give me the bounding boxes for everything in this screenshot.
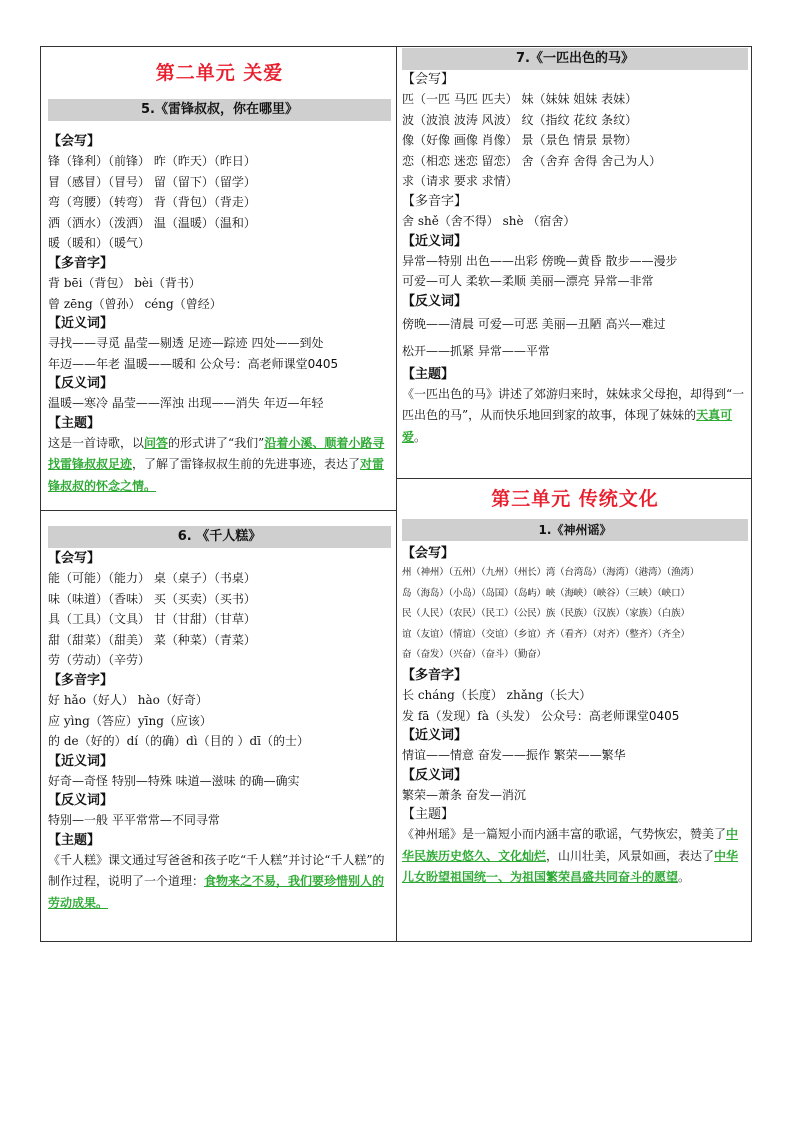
- lesson6-polyphone-3: 的 de（好的）dí（的确）dì（目的 ）dī（的士）: [48, 734, 309, 749]
- lesson7-antonym-line-2: 松开——抓紧 异常——平常: [402, 343, 550, 358]
- lesson5-write-heading: 【会写】: [48, 134, 101, 149]
- theme-text-part: 《千人糕》课文通过写爸爸和孩子吃“千人糕”并讨论“千人糕”的制作过程，说明了一个道理：: [48, 852, 385, 889]
- lesson6-write-line-2: 味（味道）（香味） 买（买卖）（买书）: [48, 591, 256, 606]
- lesson7-write-line-5: 求（请求 要求 求情）: [402, 174, 518, 189]
- lesson5-synonym-line-2: [48, 354, 391, 375]
- lesson1-write-line-2: 岛（海岛）（小岛）（岛国）（岛屿）峡（海峡）（峡谷）（三峡）（峡口）: [402, 587, 690, 599]
- lesson5-antonym-heading: 【反义词】: [48, 376, 114, 392]
- lesson1-synonym-heading: 【近义词】: [402, 728, 468, 744]
- lesson6-polyphone-1: 好 hǎo（好人） hào（好奇）: [48, 692, 208, 707]
- lesson7-theme-heading: 【主题】: [402, 366, 455, 382]
- lesson6-write-heading: 【会写】: [48, 551, 101, 566]
- lesson6-synonym-line: 好奇—奇怪 特别—特殊 味道—滋味 的确—确实: [48, 773, 300, 788]
- lesson5-polyphone-2: 曾 zēng（曾孙） céng（曾经）: [48, 296, 222, 311]
- theme-text-part: ，山川壮美，风景如画，表达了: [546, 848, 715, 863]
- highlight-text: 食物来之不易，我们要珍惜别人的劳动成果。: [48, 874, 385, 910]
- lesson1-antonym-line: 繁荣—萧条 奋发—消沉: [402, 787, 526, 802]
- lesson1-polyphone-text: 发 fā（发现）fà（头发）: [402, 708, 541, 723]
- highlight-text: 问答: [144, 435, 169, 450]
- lesson6-section: [48, 526, 391, 914]
- left-section-divider: [40, 510, 397, 511]
- lesson1-antonym-heading: 【反义词】: [402, 767, 468, 783]
- lesson1-write-line-4: 谊（友谊）（情谊）（交谊）（乡谊）齐（看齐）（对齐）（整齐）（齐全）: [402, 628, 690, 640]
- lesson7-polyphone: 舍 shě（舍不得） shè （宿舍）: [402, 213, 576, 228]
- official-account-note: 公众号：高老师课堂0405: [199, 356, 339, 371]
- lesson1-write-line-5: 奋（奋发）（兴奋）（奋斗）（勤奋）: [402, 649, 546, 661]
- lesson1-section: [402, 482, 748, 889]
- lesson6-synonym-heading: 【近义词】: [48, 753, 114, 769]
- lesson6-polyphone-2: 应 yìng（答应）yīng（应该）: [48, 713, 212, 728]
- theme-text-part: ，了解了雷锋叔叔生前的先进事迹，表达了: [132, 457, 361, 472]
- lesson1-polyphone-1: 长 cháng（长度） zhǎng（长大）: [402, 687, 592, 702]
- lesson5-antonym-line: 温暖—寒冷 晶莹——浑浊 出现——消失 年迈—年轻: [48, 396, 324, 411]
- lesson7-synonym-heading: 【近义词】: [402, 233, 468, 249]
- lesson5-write-line-5: 暖（暖和）（暖气）: [48, 236, 151, 251]
- lesson6-antonym-line: 特别—一般 平平常常—不同寻常: [48, 813, 220, 828]
- highlight-text: 沿着小溪、顺着小路寻找雷锋叔叔足迹: [48, 435, 385, 472]
- lesson7-antonym-line-1: 傍晚——清晨 可爱—可恶 美丽—丑陋 高兴—难过: [402, 316, 666, 331]
- lesson6-antonym-heading: 【反义词】: [48, 793, 114, 809]
- lesson7-write-line-3: 像（好像 画像 肖像） 景（景色 情景 景物）: [402, 133, 638, 148]
- lesson1-polyphone-heading: 【多音字】: [402, 667, 468, 683]
- highlight-text: 中华民族历史悠久、文化灿烂: [402, 827, 739, 863]
- lesson1-synonym-line: 情谊——情意 奋发——振作 繁荣——繁华: [402, 748, 626, 763]
- lesson7-section: [402, 48, 748, 448]
- theme-text-part: 。: [678, 870, 691, 885]
- lesson6-write-line-4: 甜（甜菜）（甜美） 菜（种菜）（青菜）: [48, 632, 256, 647]
- lesson5-write-line-3: 弯（弯腰）（转弯） 背（背包）（背走）: [48, 195, 256, 210]
- lesson6-theme-heading: 【主题】: [48, 832, 101, 848]
- lesson5-title: 5.《雷锋叔叔，你在哪里》: [48, 99, 391, 121]
- lesson7-synonym-line-2: 可爱—可人 柔软—柔顺 美丽—漂亮 异常—非常: [402, 274, 654, 289]
- lesson5-synonym-line-1: 寻找——寻觅 晶莹—剔透 足迹—踪迹 四处——到处: [48, 336, 324, 351]
- theme-text-part: 这是一首诗歌，以: [48, 435, 145, 450]
- theme-text-part: 《神州瑶》是一篇短小而内涵丰富的歌谣，气势恢宏，赞美了: [402, 827, 727, 842]
- theme-text-part: 《一匹出色的马》讲述了郊游归来时，妹妹求父母抱，却得到“一匹出色的马”，从而快乐地回到家的故事，体现了妹妹的: [402, 386, 745, 423]
- lesson5-polyphone-heading: 【多音字】: [48, 255, 114, 271]
- theme-text-part: 的形式讲了“我们”: [168, 435, 265, 450]
- lesson5-synonym-heading: 【近义词】: [48, 316, 114, 332]
- lesson7-synonym-line-1: 异常—特别 出色——出彩 傍晚—黄昏 散步——漫步: [402, 253, 678, 268]
- lesson6-theme-text: [48, 850, 391, 915]
- lesson7-write-line-1: 匹（一匹 马匹 匹夫） 妹（妹妹 姐妹 表妹）: [402, 92, 638, 106]
- lesson7-theme-text: [402, 384, 748, 449]
- lesson1-polyphone-2: [402, 706, 748, 727]
- lesson7-polyphone-heading: 【多音字】: [402, 193, 468, 209]
- lesson7-title: 7.《一匹出色的马》: [402, 48, 748, 70]
- lesson5-write-line-2: 冒（感冒）（冒号） 留（留下）（留学）: [48, 174, 256, 189]
- column-divider: [396, 46, 397, 942]
- official-account-note: 公众号：高老师课堂0405: [540, 708, 680, 723]
- lesson6-write-line-3: 具（工具）（文具） 甘（甘甜）（甘草）: [48, 612, 256, 627]
- lesson5-polyphone-1: 背 bēi（背包） bèi（背书）: [48, 275, 201, 290]
- highlight-text: 中华儿女盼望祖国统一、为祖国繁荣昌盛共同奋斗的愿望: [402, 848, 739, 885]
- lesson5-write-line-1: 锋（锋利）（前锋） 昨（昨天）（昨日）: [48, 154, 256, 168]
- lesson7-write-heading: 【会写】: [402, 72, 455, 87]
- lesson1-write-line-1: 州（神州）（五州）（九州）（州长）湾（台湾岛）（海湾）（港湾）（渔湾）: [402, 567, 700, 578]
- lesson6-polyphone-heading: 【多音字】: [48, 672, 114, 688]
- lesson1-title: 1.《神州谣》: [402, 519, 748, 541]
- lesson5-synonym-text: 年迈——年老 温暖——暖和: [48, 356, 200, 371]
- theme-text-part: 。: [414, 429, 427, 444]
- unit3-title: 第三单元 传统文化: [491, 488, 659, 510]
- lesson1-theme-heading: 【主题】: [402, 807, 455, 823]
- lesson5-theme-text: [48, 433, 391, 498]
- lesson5-write-line-4: 洒（洒水）（泼洒） 温（温暖）（温和）: [48, 215, 256, 230]
- unit2-title: 第二单元 关爱: [155, 62, 284, 84]
- lesson6-write-line-5: 劳（劳动）（辛劳）: [48, 653, 151, 668]
- lesson7-write-line-4: 恋（相恋 迷恋 留恋） 舍（舍弃 舍得 舍己为人）: [402, 153, 662, 168]
- right-section-divider: [397, 478, 752, 479]
- lesson5-section: [48, 56, 391, 497]
- lesson7-antonym-heading: 【反义词】: [402, 293, 468, 309]
- lesson6-title: 6. 《千人糕》: [48, 526, 391, 548]
- highlight-text: 对雷锋叔叔的怀念之情。: [48, 457, 385, 493]
- lesson6-write-line-1: 能（可能）（能力） 桌（桌子）（书桌）: [48, 571, 256, 585]
- lesson1-write-line-3: 民（人民）（农民）（民工）（公民）族（民族）（汉族）（家族）（白族）: [402, 608, 690, 620]
- lesson1-theme-text: [402, 824, 748, 889]
- lesson1-write-heading: 【会写】: [402, 546, 455, 561]
- lesson7-write-line-2: 波（波浪 波涛 风波） 纹（指纹 花纹 条纹）: [402, 112, 638, 127]
- highlight-text: 天真可爱: [402, 408, 733, 444]
- lesson5-theme-heading: 【主题】: [48, 415, 101, 431]
